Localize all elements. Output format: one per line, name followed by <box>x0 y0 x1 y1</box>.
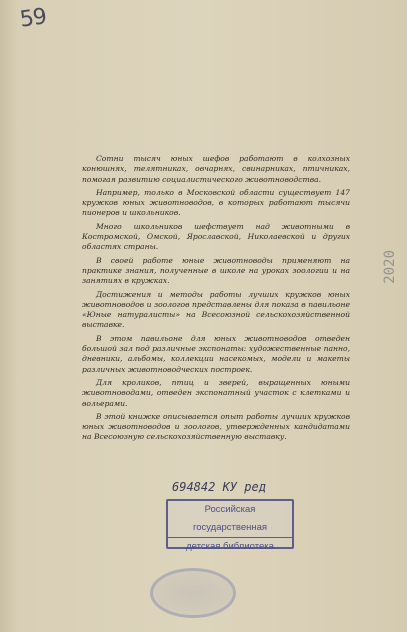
side-pencil-mark: 2020 <box>382 250 398 284</box>
paragraph: Например, только в Московской области существует 147 кружков юных животноводов, в которых работают тысячи пионеров и школьников. <box>82 187 350 218</box>
paragraph: В своей работе юные животноводы применяют на практике знания, полученные в школе на уроках зоологии и на занятиях в кружках. <box>82 255 350 286</box>
body-text <box>82 154 350 446</box>
oval-stamp-icon <box>150 568 236 618</box>
paragraph: В этом павильоне для юных животноводов отведен большой зал под различные экспонаты: художественные панно, дневники, альбомы, коллекции насекомых, модели и макеты различных животноводческих построек. <box>82 333 350 374</box>
handwritten-page-number: 59 <box>18 4 48 33</box>
stamp-line-1: Российская государственная <box>168 501 292 538</box>
paragraph: Для кроликов, птиц и зверей, выращенных юными животноводами, отведен экспонатный участок с клетками и вольерами. <box>82 377 350 408</box>
stamp-line-2: детская библиотека <box>186 541 274 552</box>
inventory-number: 694842 КУ ред <box>172 480 266 494</box>
paragraph: Сотни тысяч юных шефов работают в колхозных конюшнях, телятниках, овчарнях, свинарниках, птичниках, помогая развитию социалистического животноводства. <box>82 154 350 184</box>
paragraph: Много школьников шефствует над животными в Костромской, Омской, Ярославской, Николаевской и других областях страны. <box>82 221 350 252</box>
paragraph: Достижения и методы работы лучших кружков юных животноводов и зоологов представлены для показа в павильоне «Юные натуралисты» на Всесоюзной сельскохозяйственной выставке. <box>82 289 350 330</box>
library-stamp <box>166 499 294 552</box>
paragraph: В этой книжке описывается опыт работы лучших кружков юных животноводов и зоологов, утвержденных кандидатами на Всесоюзную сельскохозяйственную выставку. <box>82 411 350 442</box>
